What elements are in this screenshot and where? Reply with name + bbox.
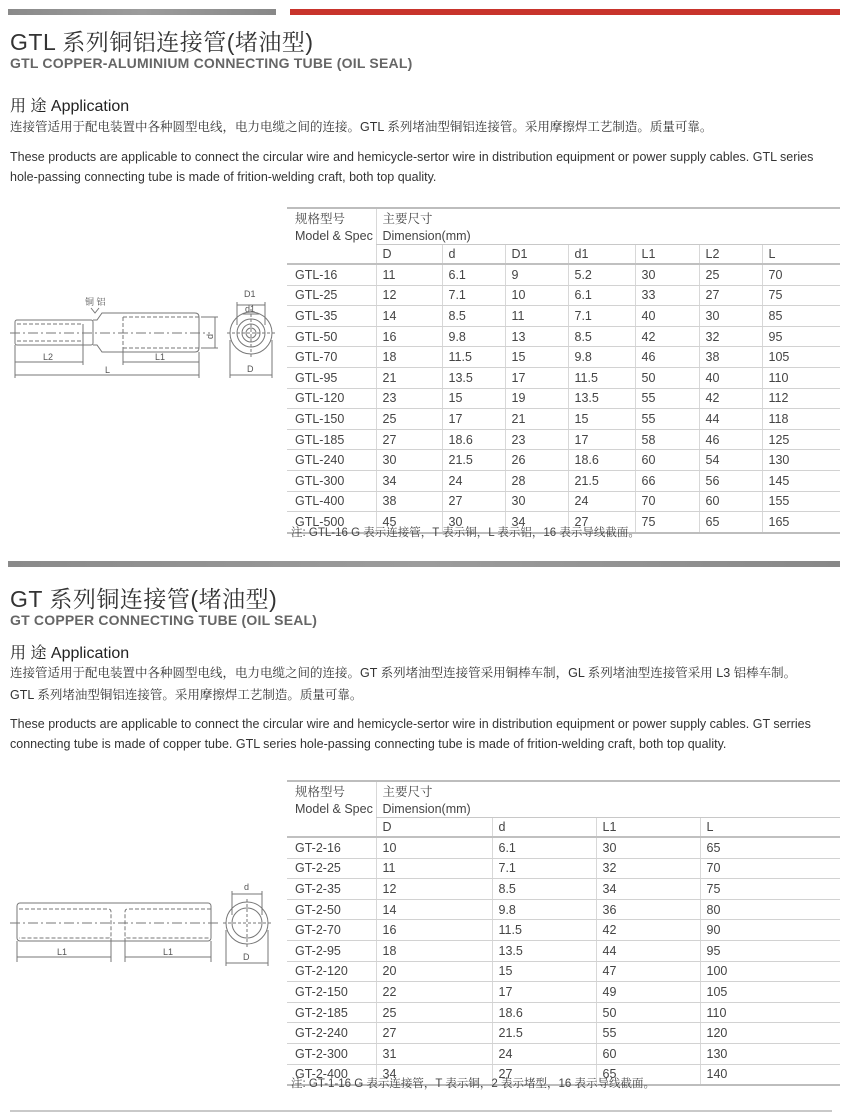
dimension-cell: 11	[376, 858, 492, 879]
gtl-tube-diagram	[5, 280, 280, 385]
column-header: D	[376, 245, 442, 265]
dimension-cell: 33	[635, 285, 699, 306]
dimension-cell: 7.1	[492, 858, 596, 879]
section1-note: 注: GTL-16 G 表示连接管，T 表示铜，L 表示铝，16 表示导线截面。	[291, 527, 640, 539]
dimension-cell: 11	[376, 264, 442, 285]
dimension-cell: 18.6	[568, 450, 635, 471]
dimension-cell: 17	[505, 367, 568, 388]
dimension-cell: 30	[505, 491, 568, 512]
dimension-cell: 15	[568, 409, 635, 430]
model-cell: GT-2-50	[287, 899, 376, 920]
dimension-cell: 21	[376, 367, 442, 388]
dimension-cell: 34	[596, 879, 700, 900]
dimension-cell: 15	[492, 961, 596, 982]
model-cell: GTL-25	[287, 285, 376, 306]
section2-desc-cn-1: 连接管适用于配电装置中各种圆型电线，电力电缆之间的连接。GT 系列堵油型连接管采用铜棒车制，GL 系列堵油型连接管采用 L3 铝棒车制。	[10, 666, 797, 680]
table-row	[287, 858, 840, 879]
dimension-cell: 70	[700, 858, 840, 879]
model-header-en: Model & Spec	[295, 228, 373, 243]
dimension-cell: 60	[699, 491, 762, 512]
model-cell: GT-2-95	[287, 940, 376, 961]
dimension-cell: 140	[700, 1064, 840, 1085]
table-row	[287, 388, 840, 409]
column-header: L1	[596, 818, 700, 838]
dimension-cell: 24	[568, 491, 635, 512]
dimension-cell: 26	[505, 450, 568, 471]
model-cell: GT-2-150	[287, 982, 376, 1003]
model-cell: GT-2-300	[287, 1043, 376, 1064]
dimension-cell: 14	[376, 306, 442, 327]
dimension-cell: 145	[762, 470, 840, 491]
section1-title-cn: GTL 系列铜铝连接管(堵油型)	[10, 29, 314, 55]
model-cell: GT-2-120	[287, 961, 376, 982]
table-row	[287, 429, 840, 450]
dimension-cell: 42	[596, 920, 700, 941]
section2-application-heading: 用 途 Application	[10, 645, 130, 662]
section1-application-heading: 用 途 Application	[10, 98, 130, 115]
dimension-cell: 28	[505, 470, 568, 491]
bottom-divider	[10, 1110, 832, 1112]
section1-desc-en: These products are applicable to connect the circular wire and hemicycle-sertor wire in distribution equipment or power supply cables. GTL series hole-passing connecting tube is made of frition-welding craft, both top quality.	[10, 150, 814, 184]
dimension-cell: 27	[568, 512, 635, 533]
dimension-cell: 9.8	[568, 347, 635, 368]
dimension-cell: 55	[596, 1023, 700, 1044]
dimension-cell: 55	[635, 409, 699, 430]
dimension-cell: 23	[376, 388, 442, 409]
table-row	[287, 491, 840, 512]
dimension-cell: 38	[376, 491, 442, 512]
dimension-cell: 44	[699, 409, 762, 430]
section2-header-bar	[8, 561, 840, 567]
dimension-cell: 27	[699, 285, 762, 306]
dimension-cell: 30	[635, 264, 699, 285]
dimension-cell: 25	[699, 264, 762, 285]
dimension-cell: 6.1	[568, 285, 635, 306]
table-row	[287, 326, 840, 347]
section2-desc-cn-2: GTL 系列堵油型铜铝连接管。采用摩擦焊工艺制造。质量可靠。	[10, 688, 363, 702]
dimension-cell: 13.5	[492, 940, 596, 961]
dimension-cell: 46	[635, 347, 699, 368]
dimension-cell: 24	[492, 1043, 596, 1064]
dimension-cell: 95	[700, 940, 840, 961]
dimension-cell: 54	[699, 450, 762, 471]
dimension-cell: 11	[505, 306, 568, 327]
table-row	[287, 347, 840, 368]
dimension-cell: 75	[762, 285, 840, 306]
model-cell: GTL-240	[287, 450, 376, 471]
dimension-cell: 30	[442, 512, 505, 533]
dimension-cell: 8.5	[442, 306, 505, 327]
dimension-cell: 19	[505, 388, 568, 409]
dimension-cell: 65	[699, 512, 762, 533]
column-header: D1	[505, 245, 568, 265]
dimension-cell: 32	[699, 326, 762, 347]
dimension-cell: 9.8	[442, 326, 505, 347]
dimension-cell: 40	[699, 367, 762, 388]
model-cell: GTL-95	[287, 367, 376, 388]
gt-tube-diagram	[5, 880, 280, 980]
dimension-cell: 42	[699, 388, 762, 409]
dimension-cell: 17	[568, 429, 635, 450]
dimension-cell: 11.5	[492, 920, 596, 941]
dimension-cell: 130	[700, 1043, 840, 1064]
dimension-cell: 65	[700, 837, 840, 858]
dimension-cell: 49	[596, 982, 700, 1003]
model-cell: GT-2-16	[287, 837, 376, 858]
dimension-cell: 21.5	[442, 450, 505, 471]
dimension-cell: 47	[596, 961, 700, 982]
label-D: D	[243, 952, 250, 962]
dimension-cell: 60	[596, 1043, 700, 1064]
dimension-cell: 110	[762, 367, 840, 388]
dimension-cell: 17	[442, 409, 505, 430]
dimension-cell: 70	[635, 491, 699, 512]
model-cell: GTL-16	[287, 264, 376, 285]
dim-header-cn: 主要尺寸	[376, 781, 840, 800]
dimension-cell: 7.1	[442, 285, 505, 306]
table-row	[287, 306, 840, 327]
dimension-cell: 44	[596, 940, 700, 961]
model-cell: GTL-185	[287, 429, 376, 450]
dimension-cell: 66	[635, 470, 699, 491]
dimension-cell: 15	[505, 347, 568, 368]
dimension-cell: 130	[762, 450, 840, 471]
column-header: L	[700, 818, 840, 838]
section2-desc-en: These products are applicable to connect the circular wire and hemicycle-sertor wire in distribution equipment or power supply cables. GT serries connecting tube is made of copper tube. GTL series hole-passing connecting tube is made of frition-welding craft, both top quality.	[10, 717, 811, 751]
dimension-cell: 25	[376, 409, 442, 430]
model-header-cn: 规格型号	[287, 781, 376, 800]
dim-header-cn: 主要尺寸	[376, 208, 840, 227]
dimension-cell: 13	[505, 326, 568, 347]
dimension-cell: 58	[635, 429, 699, 450]
dimension-cell: 85	[762, 306, 840, 327]
column-header: L	[762, 245, 840, 265]
label-d: d	[244, 882, 250, 892]
dimension-cell: 100	[700, 961, 840, 982]
dimension-cell: 112	[762, 388, 840, 409]
model-header-en: Model & Spec	[295, 801, 373, 816]
dimension-cell: 105	[762, 347, 840, 368]
dimension-cell: 15	[442, 388, 505, 409]
dimension-cell: 55	[635, 388, 699, 409]
dimension-cell: 8.5	[568, 326, 635, 347]
table-row	[287, 285, 840, 306]
dimension-cell: 34	[376, 1064, 492, 1085]
table-row	[287, 264, 840, 285]
dimension-cell: 23	[505, 429, 568, 450]
dimension-cell: 18	[376, 940, 492, 961]
label-D1: D1	[244, 289, 256, 299]
table-row	[287, 450, 840, 471]
dimension-cell: 6.1	[492, 837, 596, 858]
column-header: D	[376, 818, 492, 838]
section2-title-cn: GT 系列铜连接管(堵油型)	[10, 586, 278, 612]
column-header: d	[442, 245, 505, 265]
dimension-cell: 11.5	[568, 367, 635, 388]
outer-circle	[230, 312, 272, 354]
dimension-cell: 75	[635, 512, 699, 533]
dimension-cell: 118	[762, 409, 840, 430]
dimension-cell: 120	[700, 1023, 840, 1044]
dimension-cell: 36	[596, 899, 700, 920]
table-row	[287, 837, 840, 858]
dimension-cell: 30	[376, 450, 442, 471]
dimension-cell: 95	[762, 326, 840, 347]
model-cell: GT-2-185	[287, 1002, 376, 1023]
model-cell: GT-2-25	[287, 858, 376, 879]
dimension-cell: 30	[699, 306, 762, 327]
label-L1-right: L1	[163, 947, 174, 957]
dimension-cell: 27	[376, 1023, 492, 1044]
dimension-cell: 13.5	[442, 367, 505, 388]
empty-header-cell	[287, 818, 376, 838]
dimension-cell: 16	[376, 920, 492, 941]
dimension-cell: 46	[699, 429, 762, 450]
dimension-cell: 7.1	[568, 306, 635, 327]
dimension-cell: 70	[762, 264, 840, 285]
dimension-cell: 21.5	[492, 1023, 596, 1044]
model-cell: GT-2-35	[287, 879, 376, 900]
dimension-cell: 32	[596, 858, 700, 879]
dimension-cell: 16	[376, 326, 442, 347]
dimension-cell: 18.6	[442, 429, 505, 450]
model-cell: GT-2-400	[287, 1064, 376, 1085]
section2-note: 注: GT-1-16 G 表示连接管，T 表示铜，2 表示堵型，16 表示导线截面。	[291, 1078, 655, 1090]
model-header-cn: 规格型号	[287, 208, 376, 227]
model-cell: GTL-70	[287, 347, 376, 368]
column-header: L1	[635, 245, 699, 265]
label-D: D	[247, 364, 254, 374]
label-material: 铜 铝	[85, 297, 106, 307]
dimension-cell: 21	[505, 409, 568, 430]
dimension-cell: 6.1	[442, 264, 505, 285]
dimension-cell: 27	[442, 491, 505, 512]
dimension-cell: 9.8	[492, 899, 596, 920]
dimension-cell: 27	[492, 1064, 596, 1085]
column-header: L2	[699, 245, 762, 265]
gt-spec-table	[287, 780, 840, 1086]
dimension-cell: 20	[376, 961, 492, 982]
label-L1: L1	[155, 352, 166, 362]
model-cell: GTL-500	[287, 512, 376, 533]
label-L2: L2	[43, 352, 54, 362]
dimension-cell: 10	[376, 837, 492, 858]
dimension-cell: 56	[699, 470, 762, 491]
column-header: d	[492, 818, 596, 838]
dimension-cell: 125	[762, 429, 840, 450]
model-cell: GTL-35	[287, 306, 376, 327]
section2-title-en: GT COPPER CONNECTING TUBE (OIL SEAL)	[10, 612, 318, 628]
dimension-cell: 18.6	[492, 1002, 596, 1023]
label-d: d	[205, 333, 215, 339]
table-row	[287, 470, 840, 491]
dimension-cell: 165	[762, 512, 840, 533]
model-cell: GTL-400	[287, 491, 376, 512]
dimension-cell: 50	[596, 1002, 700, 1023]
dimension-cell: 9	[505, 264, 568, 285]
table-row	[287, 1023, 840, 1044]
dimension-cell: 42	[635, 326, 699, 347]
dimension-cell: 27	[376, 429, 442, 450]
dimension-cell: 5.2	[568, 264, 635, 285]
dimension-cell: 40	[635, 306, 699, 327]
dimension-cell: 155	[762, 491, 840, 512]
dimension-cell: 50	[635, 367, 699, 388]
dimension-cell: 75	[700, 879, 840, 900]
model-cell: GT-2-240	[287, 1023, 376, 1044]
dimension-cell: 24	[442, 470, 505, 491]
dimension-cell: 105	[700, 982, 840, 1003]
header-bar-red	[290, 9, 840, 15]
table-row	[287, 982, 840, 1003]
dimension-cell: 25	[376, 1002, 492, 1023]
dimension-cell: 65	[596, 1064, 700, 1085]
label-L1-left: L1	[57, 947, 68, 957]
dimension-cell: 45	[376, 512, 442, 533]
dimension-cell: 34	[505, 512, 568, 533]
column-header: d1	[568, 245, 635, 265]
dimension-cell: 14	[376, 899, 492, 920]
dim-header-en: Dimension(mm)	[376, 227, 840, 245]
dimension-cell: 11.5	[442, 347, 505, 368]
table-row	[287, 879, 840, 900]
model-cell: GT-2-70	[287, 920, 376, 941]
label-L: L	[105, 365, 111, 375]
gtl-spec-table	[287, 207, 840, 534]
dimension-cell: 80	[700, 899, 840, 920]
table-row	[287, 940, 840, 961]
dimension-cell: 34	[376, 470, 442, 491]
dimension-cell: 22	[376, 982, 492, 1003]
dimension-cell: 38	[699, 347, 762, 368]
section1-title-en: GTL COPPER-ALUMINIUM CONNECTING TUBE (OIL SEAL)	[10, 55, 413, 71]
model-cell: GTL-150	[287, 409, 376, 430]
dimension-cell: 18	[376, 347, 442, 368]
dimension-cell: 8.5	[492, 879, 596, 900]
dimension-cell: 13.5	[568, 388, 635, 409]
dimension-cell: 10	[505, 285, 568, 306]
dimension-cell: 90	[700, 920, 840, 941]
model-cell: GTL-300	[287, 470, 376, 491]
dimension-cell: 12	[376, 879, 492, 900]
dim-header-en: Dimension(mm)	[376, 800, 840, 818]
dimension-cell: 21.5	[568, 470, 635, 491]
dimension-cell: 31	[376, 1043, 492, 1064]
table-row	[287, 1002, 840, 1023]
empty-header-cell	[287, 245, 376, 265]
table-row	[287, 920, 840, 941]
dimension-cell: 110	[700, 1002, 840, 1023]
table-row	[287, 961, 840, 982]
table-row	[287, 409, 840, 430]
dimension-cell: 60	[635, 450, 699, 471]
table-row	[287, 899, 840, 920]
table-row	[287, 367, 840, 388]
label-d1: d1	[245, 304, 256, 314]
model-cell: GTL-120	[287, 388, 376, 409]
section1-desc-cn: 连接管适用于配电装置中各种圆型电线，电力电缆之间的连接。GTL 系列堵油型铜铝连接管。采用摩擦焊工艺制造。质量可靠。	[10, 120, 713, 134]
header-bar-gray	[8, 9, 276, 15]
dimension-cell: 30	[596, 837, 700, 858]
dimension-cell: 17	[492, 982, 596, 1003]
dimension-cell: 12	[376, 285, 442, 306]
model-cell: GTL-50	[287, 326, 376, 347]
table-row	[287, 1043, 840, 1064]
